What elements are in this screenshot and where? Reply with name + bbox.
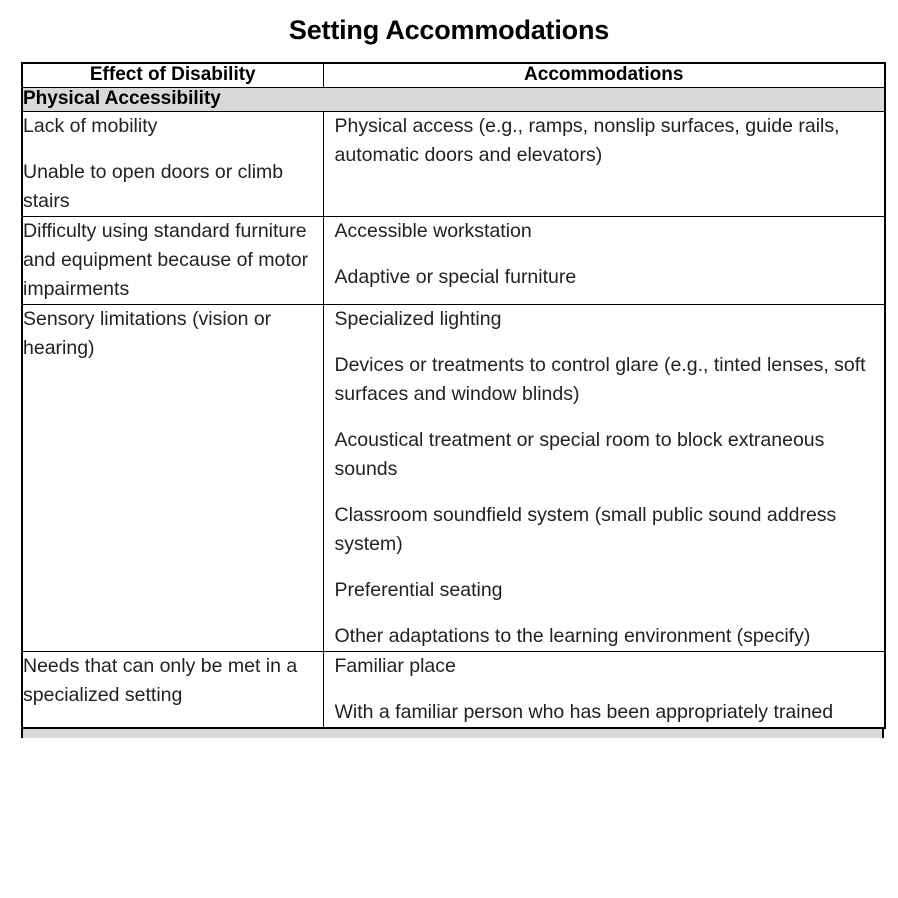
table-body bbox=[22, 87, 885, 727]
cell-accommodations bbox=[323, 651, 885, 728]
accommodation-paragraph: Preferential seating bbox=[334, 578, 503, 601]
cell-effect-of-disability bbox=[22, 216, 323, 304]
accommodation-paragraph: Accessible workstation bbox=[334, 219, 532, 242]
cell-effect-of-disability bbox=[22, 304, 323, 651]
effect-paragraph: Needs that can only be met in a specialized setting bbox=[23, 654, 298, 706]
accommodation-paragraph: Familiar place bbox=[334, 654, 456, 677]
cell-effect-of-disability bbox=[22, 111, 323, 216]
setting-accommodations-table bbox=[21, 62, 886, 729]
table-container bbox=[21, 62, 884, 729]
table-header-row bbox=[22, 63, 885, 87]
accommodation-paragraph: Adaptive or special furniture bbox=[334, 265, 577, 288]
accommodation-paragraph: Physical access (e.g., ramps, nonslip surfaces, guide rails, automatic doors and elevators) bbox=[334, 114, 840, 166]
effect-paragraph: Sensory limitations (vision or hearing) bbox=[23, 307, 272, 359]
cell-effect-of-disability bbox=[22, 651, 323, 728]
cell-accommodations bbox=[323, 111, 885, 216]
accommodation-paragraph: Specialized lighting bbox=[334, 307, 502, 330]
accommodation-paragraph: Classroom soundfield system (small public sound address system) bbox=[334, 503, 837, 555]
page-title: Setting Accommodations bbox=[288, 15, 610, 45]
table-header bbox=[22, 63, 885, 87]
accommodation-paragraph: Acoustical treatment or special room to block extraneous sounds bbox=[334, 428, 825, 480]
table-row bbox=[22, 216, 885, 304]
effect-paragraph: Lack of mobility bbox=[23, 114, 158, 137]
column-header-accommodations: Accommodations bbox=[323, 63, 885, 87]
cell-accommodations bbox=[323, 304, 885, 651]
accommodation-paragraph: Other adaptations to the learning environment (specify) bbox=[334, 624, 811, 647]
section-header-row bbox=[22, 87, 885, 111]
effect-paragraph: Difficulty using standard furniture and equipment because of motor impairments bbox=[23, 219, 309, 300]
effect-paragraph: Unable to open doors or climb stairs bbox=[23, 160, 284, 212]
table-row bbox=[22, 651, 885, 728]
column-header-effect-of-disability: Effect of Disability bbox=[22, 63, 323, 87]
next-section-band-partial bbox=[21, 729, 884, 738]
table-row bbox=[22, 304, 885, 651]
accommodation-paragraph: With a familiar person who has been appropriately trained bbox=[334, 700, 834, 723]
cell-accommodations bbox=[323, 216, 885, 304]
section-label-physical-accessibility: Physical Accessibility bbox=[22, 87, 885, 111]
accommodation-paragraph: Devices or treatments to control glare (e.g., tinted lenses, soft surfaces and window blinds) bbox=[334, 353, 866, 405]
table-row bbox=[22, 111, 885, 216]
